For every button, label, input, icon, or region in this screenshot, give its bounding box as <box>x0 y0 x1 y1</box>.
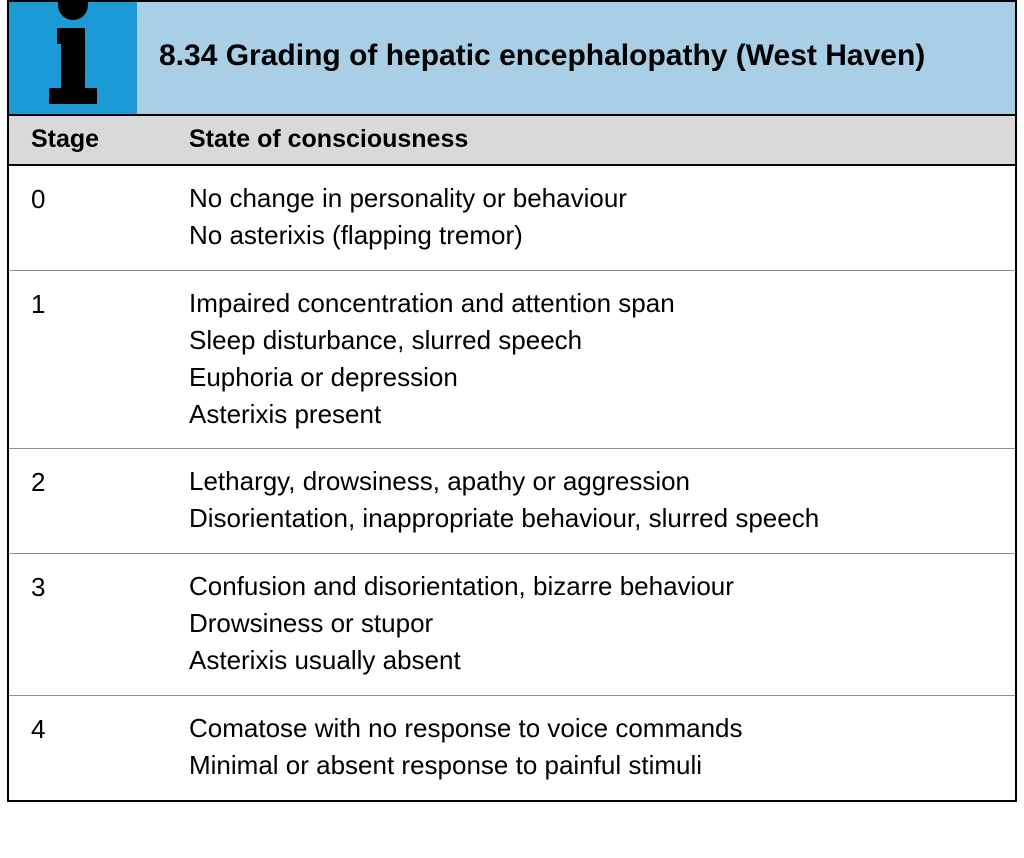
table-row <box>9 166 1015 271</box>
description-line: Minimal or absent response to painful stimuli <box>189 749 703 780</box>
information-icon <box>45 0 101 112</box>
description-line: Asterixis usually absent <box>189 645 461 676</box>
grading-table <box>7 0 1017 802</box>
information-badge <box>9 2 137 114</box>
state-description <box>167 271 1015 449</box>
column-header-state: State of consciousness <box>189 125 469 153</box>
description-line: Confusion and disorientation, bizarre behaviour <box>189 571 734 602</box>
description-line: Euphoria or depression <box>189 361 458 392</box>
description-line: Comatose with no response to voice commands <box>189 712 743 743</box>
column-header-stage: Stage <box>31 125 100 153</box>
state-description <box>167 696 1015 800</box>
stage-value: 4 <box>31 713 46 744</box>
page-title-text: 8.34 Grading of hepatic encephalopathy (West Haven) <box>159 38 926 72</box>
state-description <box>167 449 1015 553</box>
table-header-band <box>9 2 1015 114</box>
description-line: Impaired concentration and attention span <box>189 287 675 318</box>
stage-value: 1 <box>31 288 46 319</box>
stage-value: 2 <box>31 467 46 498</box>
stage-value: 0 <box>31 184 46 214</box>
state-description <box>167 166 1015 270</box>
column-header-row <box>9 114 1015 166</box>
description-line: Lethargy, drowsiness, apathy or aggression <box>189 466 691 497</box>
description-line: Sleep disturbance, slurred speech <box>189 324 583 355</box>
table-row <box>9 554 1015 696</box>
description-line: No change in personality or behaviour <box>189 183 627 213</box>
description-line: No asterixis (flapping tremor) <box>189 219 523 250</box>
page-title <box>137 2 1015 114</box>
stage-value: 3 <box>31 572 46 603</box>
description-line: Asterixis present <box>189 398 382 429</box>
table-row <box>9 271 1015 450</box>
description-line: Disorientation, inappropriate behaviour, slurred speech <box>189 503 820 534</box>
description-line: Drowsiness or stupor <box>189 608 434 639</box>
state-description <box>167 554 1015 695</box>
table-row <box>9 696 1015 800</box>
table-row <box>9 449 1015 554</box>
